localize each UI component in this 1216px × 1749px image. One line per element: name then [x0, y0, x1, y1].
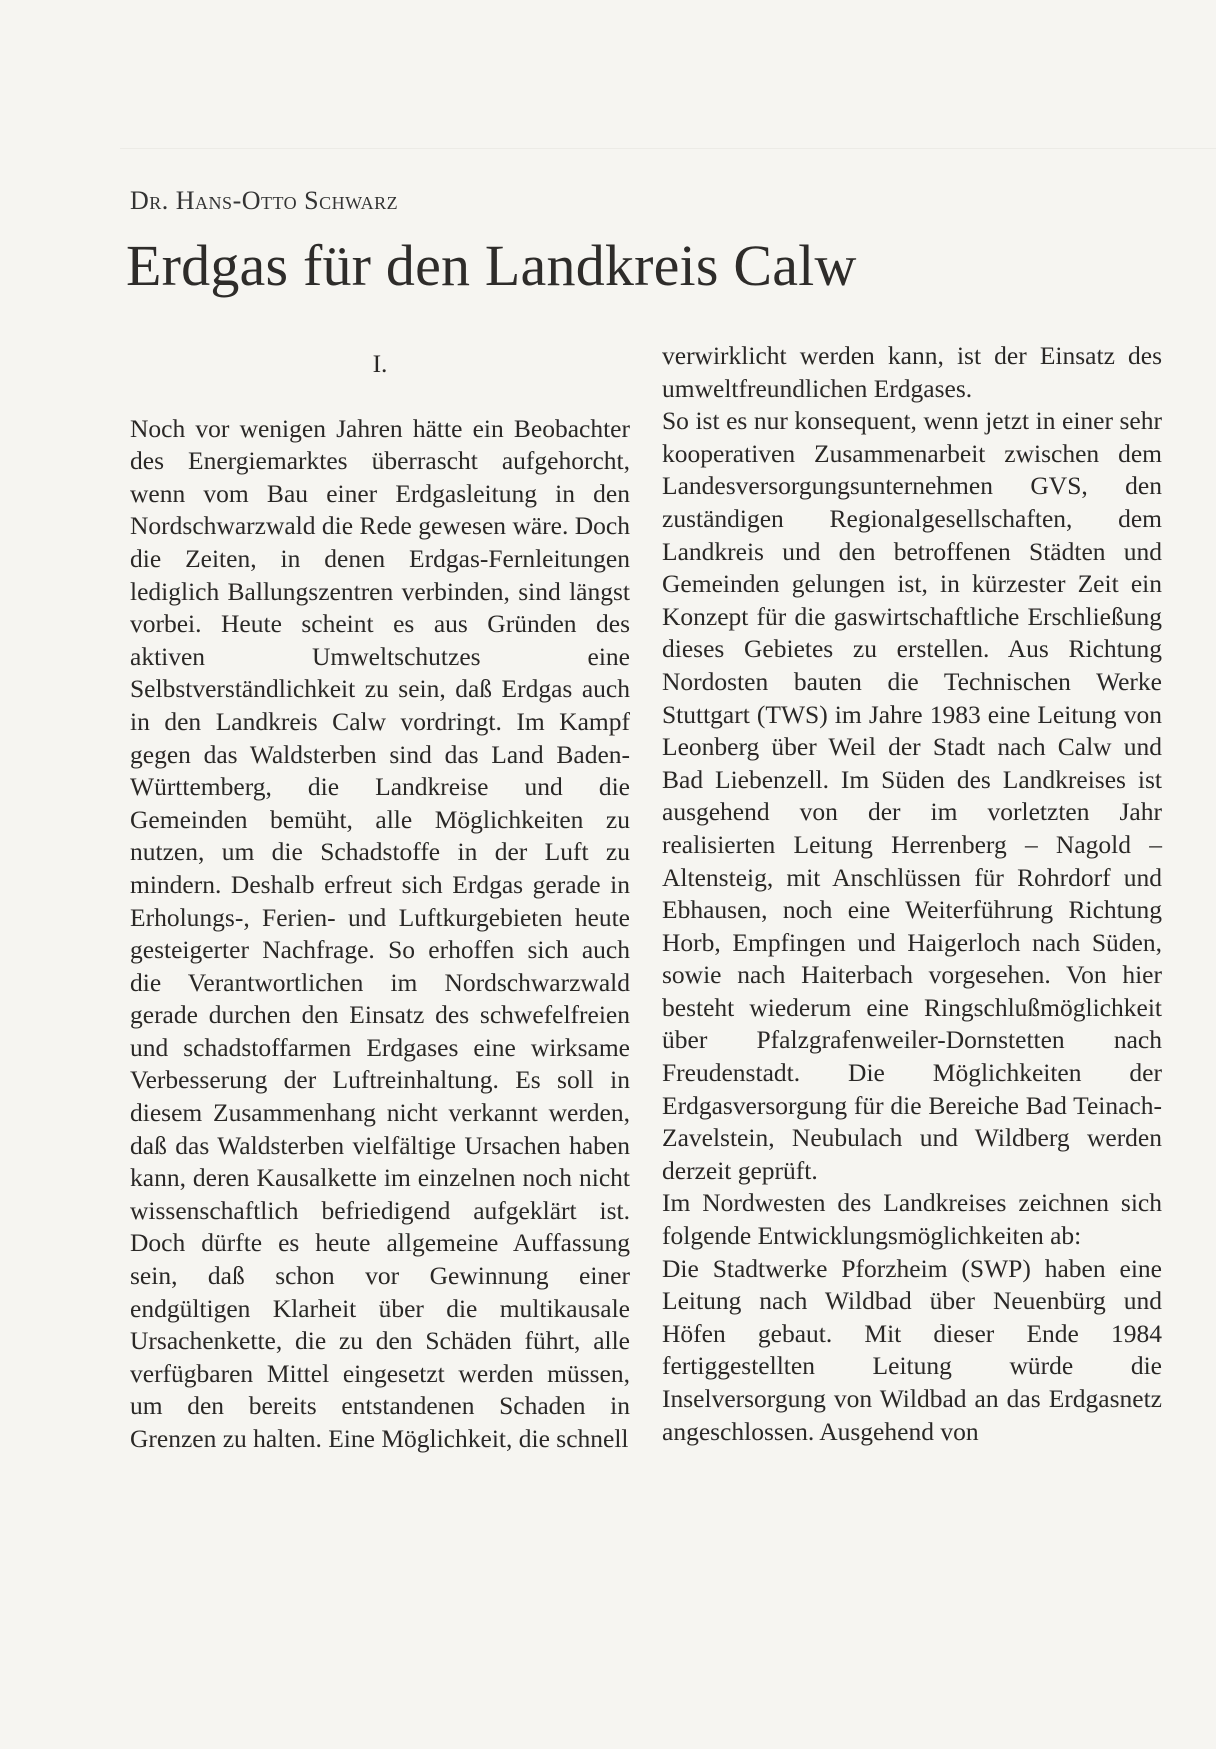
paragraph: So ist es nur konsequent, wenn jetzt in einer sehr kooperativen Zusammenarbeit zwischen dem Landesversorgungsunternehmen GVS, den zuständigen Regionalgesellschaften, dem Landkreis und den betroffenen Städten und Gemeinden gelungen ist, in kürzester Zeit ein Konzept für die gaswirtschaftliche Erschließung dieses Gebietes zu erstellen. Aus Richtung Nordosten bauten die Technischen Werke Stuttgart (TWS) im Jahre 1983 eine Leitung von Leonberg über Weil der Stadt nach Calw und Bad Liebenzell. Im Süden des Landkreises ist ausgehend von der im vorletzten Jahr realisierten Leitung Herrenberg – Nagold – Altensteig, mit Anschlüssen für Rohrdorf und Ebhausen, noch eine Weiterführung Richtung Horb, Empfingen und Haigerloch nach Süden, sowie nach Haiterbach vorgesehen. Von hier besteht wiederum eine Ringschlußmöglichkeit über Pfalzgrafenweiler-Dornstetten nach Freudenstadt. Die Möglichkeiten der Erdgasversorgung für die Bereiche Bad Teinach-Zavelstein, Neubulach und Wildberg werden derzeit geprüft.	[662, 406, 1162, 1185]
article-title: Erdgas für den Landkreis Calw	[126, 233, 857, 298]
paragraph: Noch vor wenigen Jahren hätte ein Beobachter des Energiemarktes überrascht aufgehorcht, wenn vom Bau einer Erdgasleitung in den Nordschwarzwald die Rede gewesen wäre. Doch die Zeiten, in denen Erdgas-Fernleitungen lediglich Ballungszentren verbinden, sind längst vorbei. Heute scheint es aus Gründen des aktiven Umweltschutzes eine Selbstverständlichkeit zu sein, daß Erdgas auch in den Landkreis Calw vordringt. Im Kampf gegen das Waldsterben sind das Land Baden-Württemberg, die Landkreise und die Gemeinden bemüht, alle Möglichkeiten zu nutzen, um die Schadstoffe in der Luft zu mindern. Deshalb erfreut sich Erdgas gerade in Erholungs-, Ferien- und Luftkurgebieten heute gesteigerter Nachfrage. So erhoffen sich auch die Verantwortlichen im Nordschwarzwald gerade durchen den Einsatz des schwefelfreien und schadstoffarmen Erdgases eine wirksame Verbesserung der Luftreinhaltung. Es soll in diesem Zusammenhang nicht verkannt werden, daß das Waldsterben vielfältige Ursachen haben kann, deren Kausalkette im einzelnen noch nicht wissenschaftlich befriedigend aufgeklärt ist. Doch dürfte es heute allgemeine Auffassung sein, daß schon vor Gewinnung einer endgültigen Klarheit über die multikausale Ursachenkette, die zu den Schäden führt, alle verfügbaren Mittel eingesetzt werden müssen, um den bereits entstandenen Schaden in Grenzen zu halten. Eine Möglichkeit, die schnell	[130, 413, 630, 1453]
paragraph: Im Nordwesten des Landkreises zeichnen sich folgende Entwicklungsmöglichkeiten ab:	[662, 1188, 1162, 1251]
right-column	[662, 340, 1162, 1448]
header-rule	[120, 148, 1216, 149]
left-column	[130, 340, 630, 1456]
paragraph: verwirklicht werden kann, ist der Einsatz des umweltfreundlichen Erdgases.	[662, 341, 1162, 403]
section-number: I.	[372, 349, 388, 378]
paragraph: Die Stadtwerke Pforzheim (SWP) haben eine Leitung nach Wildbad über Neuenbürg und Höfen gebaut. Mit dieser Ende 1984 fertiggestellten Leitung würde die Inselversorgung von Wildbad an das Erdgasnetz angeschlossen. Ausgehend von	[662, 1253, 1162, 1446]
author-name: Dr. Hans-Otto Schwarz	[130, 186, 399, 215]
